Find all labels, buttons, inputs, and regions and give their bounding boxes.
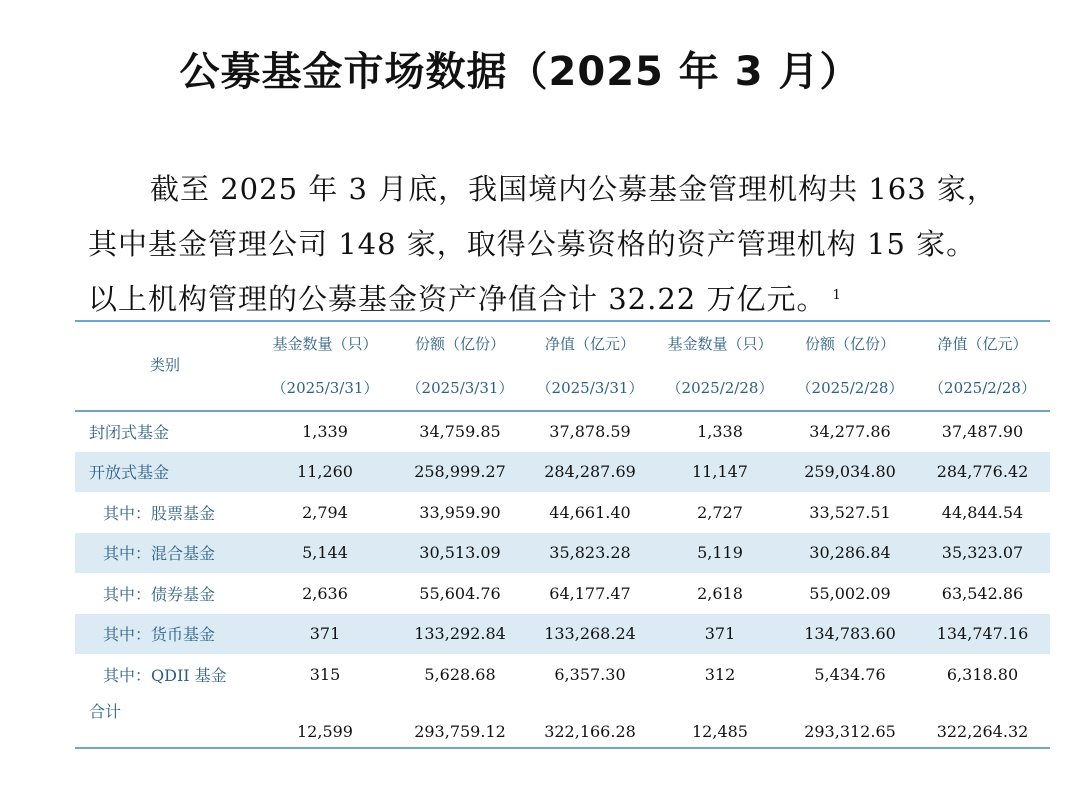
table-row-money-market (75, 614, 1050, 655)
table-row-bond (75, 573, 1050, 614)
row-label: 其中：债券基金 (103, 584, 216, 604)
header-col-date: （2025/2/28） (666, 379, 774, 397)
row-label: 封闭式基金 (89, 423, 170, 443)
table-cell: 258,999.27 (395, 452, 525, 493)
header-col-label: 净值（亿元） (937, 335, 1028, 353)
table-cell: 37,878.59 (549, 422, 631, 442)
table-header-row (75, 321, 1050, 411)
header-col-4 (655, 321, 785, 411)
intro-line-3 (88, 272, 1008, 327)
table-cell: 134,747.16 (915, 614, 1050, 655)
row-label: 其中：股票基金 (103, 503, 216, 523)
table-cell: 5,144 (255, 533, 395, 574)
intro-line-3-text: 以上机构管理的公募基金资产净值合计 32.22 万亿元。 (88, 282, 827, 316)
table-cell: 11,260 (255, 452, 395, 493)
table-cell: 35,823.28 (525, 533, 655, 574)
table-row-qdii (75, 654, 1050, 695)
header-category (75, 321, 255, 411)
header-col-2 (395, 321, 525, 411)
row-label: 合计 (75, 695, 255, 748)
header-col-date: （2025/2/28） (796, 379, 904, 397)
header-col-date: （2025/3/31） (406, 379, 514, 397)
table-cell: 37,487.90 (941, 422, 1024, 442)
table-cell: 315 (309, 664, 341, 684)
table-cell: 55,604.76 (419, 583, 501, 603)
intro-line-1: 截至 2025 年 3 月底，我国境内公募基金管理机构共 163 家， (150, 172, 997, 206)
table-cell: 63,542.86 (941, 583, 1024, 603)
fund-data-table-container (75, 320, 1050, 749)
table-cell: 133,268.24 (525, 614, 655, 655)
table-cell: 44,844.54 (941, 502, 1024, 522)
header-col-label: 份额（亿份） (414, 335, 505, 353)
header-col-5 (785, 321, 915, 411)
header-col-1 (255, 321, 395, 411)
header-col-date: （2025/2/28） (929, 379, 1036, 397)
table-cell: 2,618 (697, 583, 743, 603)
table-cell: 12,485 (655, 695, 785, 748)
table-cell: 34,759.85 (419, 422, 501, 442)
table-row-stock (75, 492, 1050, 533)
table-cell: 322,264.32 (915, 695, 1050, 748)
header-col-label: 净值（亿元） (544, 335, 635, 353)
fund-data-table (75, 320, 1050, 749)
table-cell: 1,339 (302, 422, 348, 442)
table-cell: 312 (704, 664, 736, 684)
table-cell: 34,277.86 (809, 422, 891, 442)
table-cell: 30,286.84 (785, 533, 915, 574)
header-col-label: 基金数量（只） (667, 335, 773, 353)
table-cell: 35,323.07 (915, 533, 1050, 574)
table-cell: 284,776.42 (915, 452, 1050, 493)
header-col-3 (525, 321, 655, 411)
intro-line-2: 其中基金管理公司 148 家，取得公募资格的资产管理机构 15 家。 (88, 227, 977, 261)
header-col-label: 基金数量（只） (272, 335, 378, 353)
table-cell: 55,002.09 (809, 583, 891, 603)
row-label: 其中：QDII 基金 (103, 665, 227, 685)
table-cell: 2,636 (302, 583, 348, 603)
row-label: 其中：混合基金 (75, 533, 255, 574)
table-cell: 6,318.80 (946, 664, 1019, 684)
table-row-closed-end (75, 411, 1050, 452)
intro-paragraph (88, 162, 1008, 327)
table-cell: 33,527.51 (809, 502, 891, 522)
table-cell: 64,177.47 (549, 583, 631, 603)
table-cell: 293,759.12 (395, 695, 525, 748)
header-col-date: （2025/3/31） (536, 379, 644, 397)
table-cell: 133,292.84 (395, 614, 525, 655)
table-cell: 322,166.28 (525, 695, 655, 748)
table-cell: 371 (655, 614, 785, 655)
table-cell: 371 (255, 614, 395, 655)
table-cell: 2,794 (302, 502, 348, 522)
row-label: 开放式基金 (75, 452, 255, 493)
table-cell: 1,338 (697, 422, 743, 442)
table-cell: 293,312.65 (785, 695, 915, 748)
table-cell: 134,783.60 (785, 614, 915, 655)
table-cell: 5,119 (655, 533, 785, 574)
table-cell: 5,628.68 (424, 664, 496, 684)
table-cell: 33,959.90 (419, 502, 501, 522)
row-label: 其中：货币基金 (75, 614, 255, 655)
table-cell: 11,147 (655, 452, 785, 493)
table-cell: 284,287.69 (525, 452, 655, 493)
header-category-label: 类别 (149, 355, 180, 374)
header-col-6 (915, 321, 1050, 411)
table-cell: 259,034.80 (785, 452, 915, 493)
table-row-hybrid (75, 533, 1050, 574)
table-cell: 6,357.30 (554, 664, 626, 684)
table-cell: 12,599 (255, 695, 395, 748)
page-title: 公募基金市场数据（2025 年 3 月） (179, 49, 861, 95)
footnote-mark: 1 (832, 288, 842, 303)
table-cell: 2,727 (697, 502, 743, 522)
table-row-total (75, 695, 1050, 748)
table-cell: 30,513.09 (395, 533, 525, 574)
table-cell: 5,434.76 (814, 664, 886, 684)
table-cell: 44,661.40 (549, 502, 631, 522)
header-col-label: 份额（亿份） (804, 335, 895, 353)
table-row-open-end (75, 452, 1050, 493)
header-col-date: （2025/3/31） (271, 379, 379, 397)
